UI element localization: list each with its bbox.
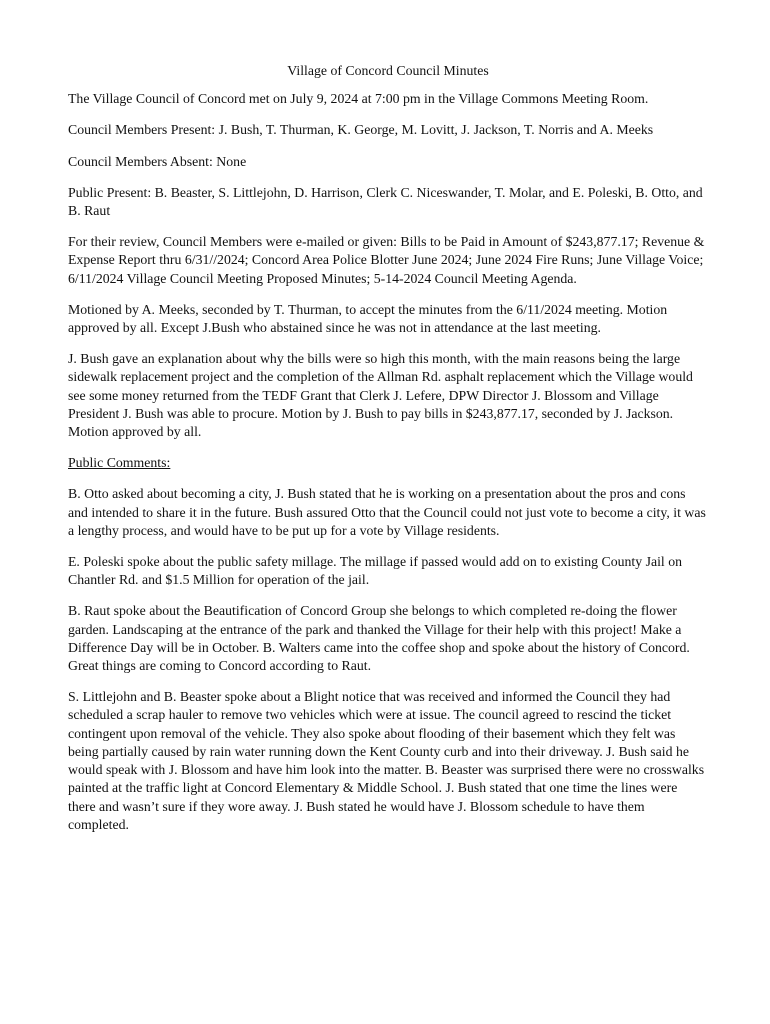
public-present-paragraph: Public Present: B. Beaster, S. Littlejohn, D. Harrison, Clerk C. Niceswander, T. Molar, and E. Poleski, B. Otto, and B. Raut: [68, 184, 703, 219]
public-comments-heading: Public Comments:: [68, 455, 171, 471]
meeting-info-paragraph: The Village Council of Concord met on July 9, 2024 at 7:00 pm in the Village Commons Meeting Room.: [68, 91, 649, 107]
document-title: Village of Concord Council Minutes: [287, 63, 489, 78]
minutes-motion-paragraph: Motioned by A. Meeks, seconded by T. Thurman, to accept the minutes from the 6/11/2024 meeting. Motion approved by all. Except J.Bush who abstained since he was not in attendance at the last meeting.: [68, 301, 668, 336]
members-present-paragraph: Council Members Present: J. Bush, T. Thurman, K. George, M. Lovitt, J. Jackson, T. Norris and A. Meeks: [68, 122, 654, 138]
bills-motion-paragraph: J. Bush gave an explanation about why the bills were so high this month, with the main reasons being the large sidewalk replacement project and the completion of the Allman Rd. asphalt replacement which the Village would see some money returned from the TEDF Grant that Clerk J. Lefere, DPW Director J. Blossom and Village President J. Bush was able to procure. Motion by J. Bush to pay bills in $243,877.17, seconded by J. Jackson. Motion approved by all.: [68, 351, 693, 440]
comment-poleski-paragraph: E. Poleski spoke about the public safety millage. The millage if passed would add on to existing County Jail on Chantler Rd. and $1.5 Million for operation of the jail.: [68, 554, 682, 588]
document-page: [68, 62, 708, 847]
comment-raut-paragraph: B. Raut spoke about the Beautification of Concord Group she belongs to which completed re-doing the flower garden. Landscaping at the entrance of the park and thanked the Village for their help with this project! Make a Difference Day will be in October. B. Walters came into the coffee shop and spoke about the history of Concord. Great things are coming to Concord according to Raut.: [68, 603, 690, 674]
comment-littlejohn-beaster-paragraph: S. Littlejohn and B. Beaster spoke about a Blight notice that was received and informed the Council they had scheduled a scrap hauler to remove two vehicles which were at issue. The council agreed to rescind the ticket contingent upon removal of the vehicle. They also spoke about flooding of their basement which they felt was being partially caused by rain water running down the Kent County curb and into their driveway. J. Bush said he would speak with J. Blossom and have him look into the matter. B. Beaster was surprised there were no crosswalks painted at the traffic light at Concord Elementary & Middle School. J. Bush stated that one time the lines were there and wasn’t sure if they wore away. J. Bush stated he would have J. Blossom schedule to have them completed.: [68, 689, 705, 832]
comment-otto-paragraph: B. Otto asked about becoming a city, J. Bush stated that he is working on a presentation about the pros and cons and intended to share it in the future. Bush assured Otto that the Council could not just vote to become a city, it was a lengthy process, and would have to be put up for a vote by Village residents.: [68, 486, 706, 538]
members-absent-paragraph: Council Members Absent: None: [68, 153, 247, 169]
review-materials-paragraph: For their review, Council Members were e-mailed or given: Bills to be Paid in Amount of $243,877.17; Revenue & Expense Report thru 6/31//2024; Concord Area Police Blotter June 2024; June 2024 Fire Runs; June Village Voice; 6/11/2024 Village Council Meeting Proposed Minutes; 5-14-2024 Council Meeting Agenda.: [68, 234, 705, 286]
